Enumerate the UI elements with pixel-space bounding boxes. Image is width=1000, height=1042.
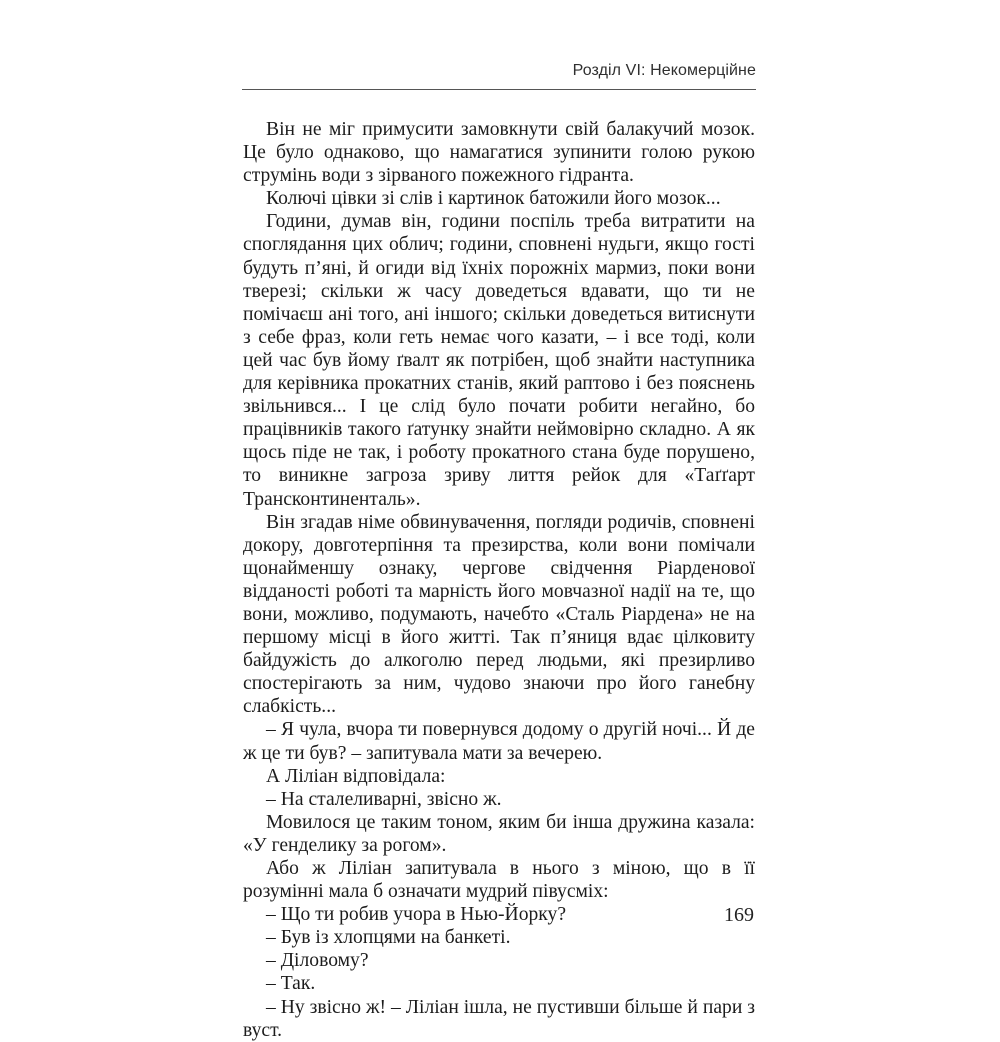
running-head: Розділ VI: Некомерційне [572, 62, 756, 79]
paragraph: Колючі цівки зі слів і картинок батожили його мозок... [266, 188, 721, 210]
header-rule [242, 89, 756, 90]
dialogue-line: – Був із хлопцями на банкеті. [266, 927, 511, 949]
dialogue-line: – Ну звісно ж! – Ліліан ішла, не пустивши більше й пари з вуст. [243, 996, 755, 1041]
paragraph: Він згадав німе обвинувачення, погляди родичів, сповнені докору, довготерпіння та презирства, коли вони помічали щонайменшу ознаку, чергове свідчення Ріарденової відданості роботі та марність його мовчазної надії на те, що вони, можливо, подумають, начебто «Сталь Ріардена» не на першому місці в його житті. Так п’яниця вдає цілковиту байдужість до алкоголю перед людьми, які презирливо спостерігають за ним, чудово знаючи про його ганебну слабкість... [243, 511, 755, 718]
paragraph: А Ліліан відповідала: [266, 765, 446, 787]
paragraph: Мовилося це таким тоном, яким би інша дружина казала: «У генделику за рогом». [243, 811, 755, 856]
dialogue-line: – Я чула, вчора ти повернувся додому о другій ночі... Й де ж це ти був? – запитувала мати за вечерею. [243, 719, 755, 764]
dialogue-line: – На сталеливарні, звісно ж. [266, 788, 502, 810]
paragraph: Він не міг примусити замовкнути свій балакучий мозок. Це було однаково, що намагатися зупинити голою рукою струмінь води з зірваного пожежного гідранта. [243, 119, 755, 187]
page-number: 169 [724, 904, 754, 926]
dialogue-line: – Так. [266, 973, 316, 995]
dialogue-line: – Діловому? [266, 950, 369, 972]
paragraph: Години, думав він, години поспіль треба витратити на споглядання цих облич; години, сповнені нудьги, якщо гості будуть п’яні, й огиди від їхніх порожніх мармиз, поки вони тверезі; скільки ж часу доведеться вдавати, що ти не помічаєш ані того, ані іншого; скільки доведеться витиснути з себе фраз, коли геть немає чого казати, – і все тоді, коли цей час був йому ґвалт як потрібен, щоб знайти наступника для керівника прокатних станів, який раптово і без пояснень звільнився... І це слід було почати робити негайно, бо працівників такого ґатунку знайти неймовірно складно. А як щось піде не так, і роботу прокатного стана буде порушено, то виникне загроза зриву лиття рейок для «Таґґарт Трансконтиненталь». [243, 211, 755, 510]
paragraph: Або ж Ліліан запитувала в нього з міною, що в її розумінні мала б означати мудрий півусміх: [243, 858, 755, 903]
dialogue-line: – Що ти робив учора в Нью-Йорку? [266, 904, 567, 926]
